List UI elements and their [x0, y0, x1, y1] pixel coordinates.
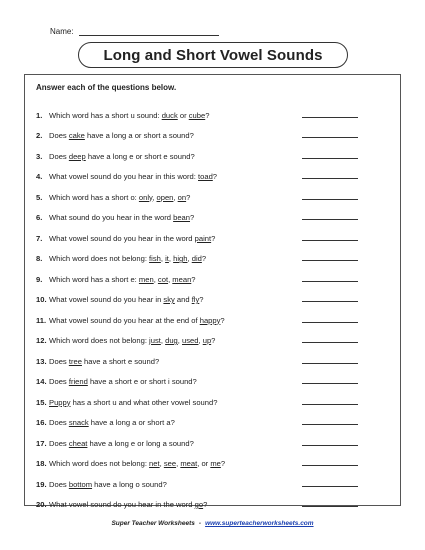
question-number: 6. — [36, 213, 43, 222]
question-text-part: , — [152, 192, 157, 202]
question-text — [49, 377, 302, 386]
question-text-part: , — [160, 336, 166, 345]
underlined-word: bottom — [68, 479, 93, 489]
underlined-word: it — [165, 254, 169, 263]
question-number: 11. — [36, 315, 47, 325]
question-text — [49, 193, 302, 202]
question-text — [49, 500, 302, 509]
question-row — [36, 304, 358, 325]
underlined-word: only — [138, 192, 153, 202]
question-text-part: have a short e sound? — [81, 356, 160, 366]
question-row — [36, 345, 358, 366]
question-text — [49, 295, 302, 304]
question-row — [36, 181, 358, 202]
question-text-part: Does — [49, 479, 69, 489]
question-number: 1. — [36, 110, 43, 120]
question-text-part: What vowel sound do you hear in this word: — [49, 172, 199, 181]
question-row — [36, 427, 358, 448]
question-number: 20. — [36, 500, 47, 509]
underlined-word: fly — [191, 295, 200, 304]
question-text-part: , — [176, 459, 181, 468]
question-row — [36, 386, 358, 407]
question-text-part: , — [177, 336, 183, 345]
question-text-part: , — [168, 274, 173, 284]
answer-line[interactable] — [302, 485, 358, 487]
question-text-part: Which word has a short o: — [49, 192, 139, 202]
question-number: 17. — [36, 438, 47, 448]
underlined-word: men — [138, 274, 154, 284]
question-text-part: have a long e or short e sound? — [85, 151, 195, 161]
question-row — [36, 263, 358, 284]
question-text-part: ? — [201, 254, 207, 263]
question-text — [49, 336, 302, 345]
question-text-part: , — [173, 192, 178, 202]
underlined-word: duck — [161, 110, 178, 120]
question-row — [36, 120, 358, 141]
question-text — [49, 172, 302, 181]
question-text-part: ? — [220, 315, 225, 325]
underlined-word: high — [173, 254, 188, 263]
question-text-part: Does — [49, 131, 69, 140]
question-text — [49, 131, 302, 140]
answer-line[interactable] — [302, 157, 358, 159]
question-row — [36, 284, 358, 305]
question-text — [49, 254, 302, 263]
question-text-part: ? — [199, 295, 204, 304]
question-text — [49, 398, 302, 407]
underlined-word: mean — [172, 274, 192, 284]
name-label: Name: — [50, 27, 74, 36]
underlined-word: up — [202, 336, 212, 345]
question-text-part: , — [160, 254, 166, 263]
answer-line[interactable] — [302, 280, 358, 282]
underlined-word: deep — [68, 151, 86, 161]
question-row — [36, 448, 358, 469]
question-text-part: , or — [197, 459, 211, 468]
question-row — [36, 468, 358, 489]
underlined-word: happy — [199, 315, 221, 325]
underlined-word: did — [191, 254, 202, 263]
answer-line[interactable] — [302, 177, 358, 179]
question-text-part: ? — [191, 274, 196, 284]
question-text — [49, 234, 302, 243]
underlined-word: fish — [149, 254, 161, 263]
question-text — [49, 111, 302, 120]
answer-line[interactable] — [302, 218, 358, 220]
question-number: 9. — [36, 274, 43, 284]
question-text — [49, 480, 302, 489]
question-text-part: or — [177, 110, 189, 120]
question-text-part: ? — [211, 336, 216, 345]
question-row — [36, 407, 358, 428]
question-text-part: , — [187, 254, 192, 263]
answer-line[interactable] — [302, 423, 358, 425]
question-text-part: Which word has a short e: — [49, 274, 139, 284]
instructions: Answer each of the questions below. — [36, 83, 177, 92]
answer-line[interactable] — [302, 444, 358, 446]
answer-line[interactable] — [302, 300, 358, 302]
page-title: Long and Short Vowel Sounds — [103, 46, 323, 64]
question-text-part: Does — [49, 377, 69, 386]
question-text — [49, 439, 302, 448]
question-text — [49, 152, 302, 161]
question-text-part: ? — [211, 233, 216, 243]
answer-line[interactable] — [302, 505, 358, 507]
question-row — [36, 366, 358, 387]
underlined-word: on — [177, 192, 187, 202]
answer-line[interactable] — [302, 362, 358, 364]
answer-line[interactable] — [302, 341, 358, 343]
question-text-part: ? — [205, 110, 210, 120]
underlined-word: cheat — [68, 438, 88, 448]
underlined-word: cot — [157, 274, 169, 284]
question-list — [36, 99, 358, 509]
question-text-part: ? — [186, 192, 191, 202]
answer-line[interactable] — [302, 464, 358, 466]
question-row — [36, 243, 358, 264]
question-number: 8. — [36, 254, 43, 263]
footer-url-link[interactable]: www.superteacherworksheets.com — [205, 520, 314, 527]
question-number: 10. — [36, 295, 47, 304]
question-text-part: Does — [49, 418, 69, 427]
question-text-part: have a long a or short a? — [88, 418, 175, 427]
question-text-part: ? — [212, 172, 218, 181]
question-number: 2. — [36, 131, 43, 140]
question-number: 5. — [36, 192, 43, 202]
question-number: 13. — [36, 356, 47, 366]
question-text-part: , — [159, 459, 164, 468]
underlined-word: toad — [198, 172, 213, 181]
question-number: 19. — [36, 479, 47, 489]
question-number: 3. — [36, 151, 43, 161]
question-text-part: have a long a or short a sound? — [84, 131, 194, 140]
underlined-word: friend — [68, 377, 88, 386]
question-text-part: ? — [190, 213, 195, 222]
question-number: 16. — [36, 418, 47, 427]
underlined-word: sky — [163, 295, 175, 304]
question-text-part: have a short e or short i sound? — [87, 377, 197, 386]
question-row — [36, 489, 358, 510]
question-text-part: Does — [49, 151, 69, 161]
question-text-part: , — [168, 254, 174, 263]
question-text-part: What vowel sound do you hear in — [49, 295, 164, 304]
underlined-word: snack — [68, 418, 89, 427]
question-text-part: Does — [49, 356, 69, 366]
underlined-word: used — [182, 336, 199, 345]
question-text-part: has a short u and what other vowel sound? — [70, 397, 218, 407]
answer-line[interactable] — [302, 198, 358, 200]
footer-separator: - — [198, 520, 202, 527]
underlined-word: open — [156, 192, 174, 202]
question-row — [36, 161, 358, 182]
underlined-word: Puppy — [49, 397, 71, 407]
question-text — [49, 357, 302, 366]
question-text-part: Which word does not belong: — [49, 254, 150, 263]
footer — [0, 520, 425, 527]
question-number: 15. — [36, 397, 47, 407]
question-text — [49, 275, 302, 284]
question-text-part: Which word has a short u sound: — [49, 110, 162, 120]
answer-line[interactable] — [302, 403, 358, 405]
underlined-word: just — [149, 336, 161, 345]
underlined-word: see — [163, 459, 177, 468]
question-row — [36, 202, 358, 223]
underlined-word: go — [194, 500, 204, 509]
name-row — [50, 26, 219, 36]
answer-line[interactable] — [302, 259, 358, 261]
answer-line[interactable] — [302, 239, 358, 241]
question-text — [49, 459, 302, 468]
question-text-part: have a long e or long a sound? — [87, 438, 194, 448]
title-box — [78, 42, 348, 68]
question-text-part: and — [174, 295, 192, 304]
question-number: 7. — [36, 233, 43, 243]
question-number: 12. — [36, 336, 47, 345]
answer-line[interactable] — [302, 382, 358, 384]
question-text-part: What vowel sound do you hear at the end of — [49, 315, 200, 325]
question-text — [49, 316, 302, 325]
question-text-part: Does — [49, 438, 69, 448]
underlined-word: tree — [68, 356, 82, 366]
underlined-word: cube — [188, 110, 206, 120]
answer-line[interactable] — [302, 116, 358, 118]
question-number: 4. — [36, 172, 43, 181]
question-row — [36, 325, 358, 346]
question-number: 18. — [36, 459, 47, 468]
question-text-part: What vowel sound do you hear in the word — [49, 233, 195, 243]
question-text-part: ? — [203, 500, 208, 509]
answer-line[interactable] — [302, 321, 358, 323]
footer-brand: Super Teacher Worksheets — [111, 520, 195, 527]
question-text-part: Which word does not belong: — [49, 336, 150, 345]
underlined-word: me — [210, 459, 221, 468]
question-text — [49, 418, 302, 427]
question-text — [49, 213, 302, 222]
question-text-part: have a long o sound? — [92, 479, 167, 489]
question-row — [36, 99, 358, 120]
question-row — [36, 140, 358, 161]
underlined-word: net — [149, 459, 160, 468]
underlined-word: bean — [173, 213, 191, 222]
answer-line[interactable] — [302, 136, 358, 138]
underlined-word: meat — [180, 459, 198, 468]
underlined-word: cake — [68, 131, 85, 140]
question-row — [36, 222, 358, 243]
name-input-line[interactable] — [79, 26, 219, 36]
question-text-part: ? — [220, 459, 226, 468]
question-number: 14. — [36, 377, 47, 386]
question-text-part: What vowel sound do you hear in the word — [49, 500, 195, 509]
question-text-part: Which word does not belong: — [49, 459, 150, 468]
underlined-word: paint — [194, 233, 212, 243]
question-text-part: What sound do you hear in the word — [49, 213, 174, 222]
question-text-part: , — [198, 336, 203, 345]
underlined-word: dug — [165, 336, 178, 345]
question-text-part: , — [153, 274, 158, 284]
